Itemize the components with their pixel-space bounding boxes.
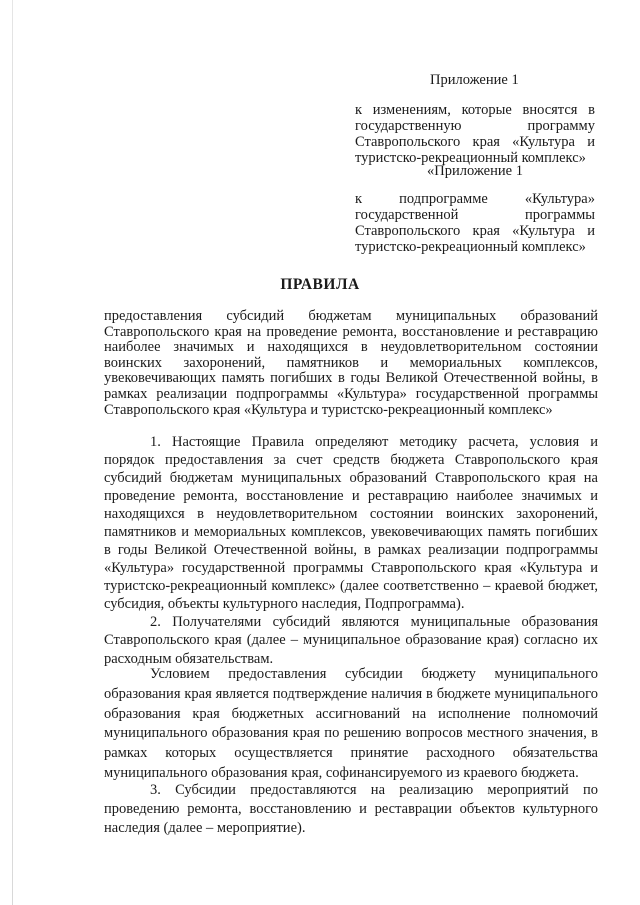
inner-appendix-description: к подпрограмме «Культура» государственной программы Ставропольского края «Культура и туристско-рекреационный комплекс» <box>355 191 595 255</box>
paragraph-1: 1. Настоящие Правила определяют методику расчета, условия и порядок предоставления за счет средств бюджета Ставропольского края субсидий бюджетам муниципальных образований Ставропольского края на проведение ремонта, восстановление и реставрацию наиболее значимых и находящихся в неудовлетворительном состоянии воинских захоронений, памятников и мемориальных комплексов, увековечивающих память погибших в годы Великой Отечественной войны, в рамках реализации подпрограммы «Культура» государственной программы Ставропольского края «Культура и туристско-рекреационный комплекс» (далее соответственно – краевой бюджет, субсидия, объекты культурного наследия, Подпрограмма). <box>104 434 598 612</box>
appendix-title: Приложение 1 <box>430 72 519 88</box>
document-heading: ПРАВИЛА <box>280 276 360 293</box>
paragraph-2-condition: Условием предоставления субсидии бюджету муниципального образования края является подтверждение наличия в бюджете муниципального образования края бюджетных ассигнований на исполнение полномочий муниципального образования края по решению вопросов местного значения, в рамках которых осуществляется принятие расходного обязательства муниципального образования края, софинансируемого из краевого бюджета. <box>104 666 598 781</box>
document-subtitle: предоставления субсидий бюджетам муниципальных образований Ставропольского края на проведение ремонта, восстановление и реставрацию наиболее значимых и находящихся в неудовлетворительном состоянии воинских захоронений, памятников и мемориальных комплексов, увековечивающих память погибших в годы Великой Отечественной войны, в рамках реализации подпрограммы «Культура» государственной программы Ставропольского края «Культура и туристско-рекреационный комплекс» <box>104 308 598 418</box>
paragraph-3: 3. Субсидии предоставляются на реализацию мероприятий по проведению ремонта, восстановлению и реставрации объектов культурного наследия (далее – мероприятие). <box>104 782 598 836</box>
inner-appendix-title: «Приложение 1 <box>427 163 523 179</box>
paragraph-2: 2. Получателями субсидий являются муниципальные образования Ставропольского края (далее – муниципальное образование края) согласно их расходным обязательствам. <box>104 614 598 667</box>
appendix-description: к изменениям, которые вносятся в государственную программу Ставропольского края «Культура и туристско-рекреационный комплекс» <box>355 102 595 166</box>
scan-edge-line <box>12 0 13 905</box>
